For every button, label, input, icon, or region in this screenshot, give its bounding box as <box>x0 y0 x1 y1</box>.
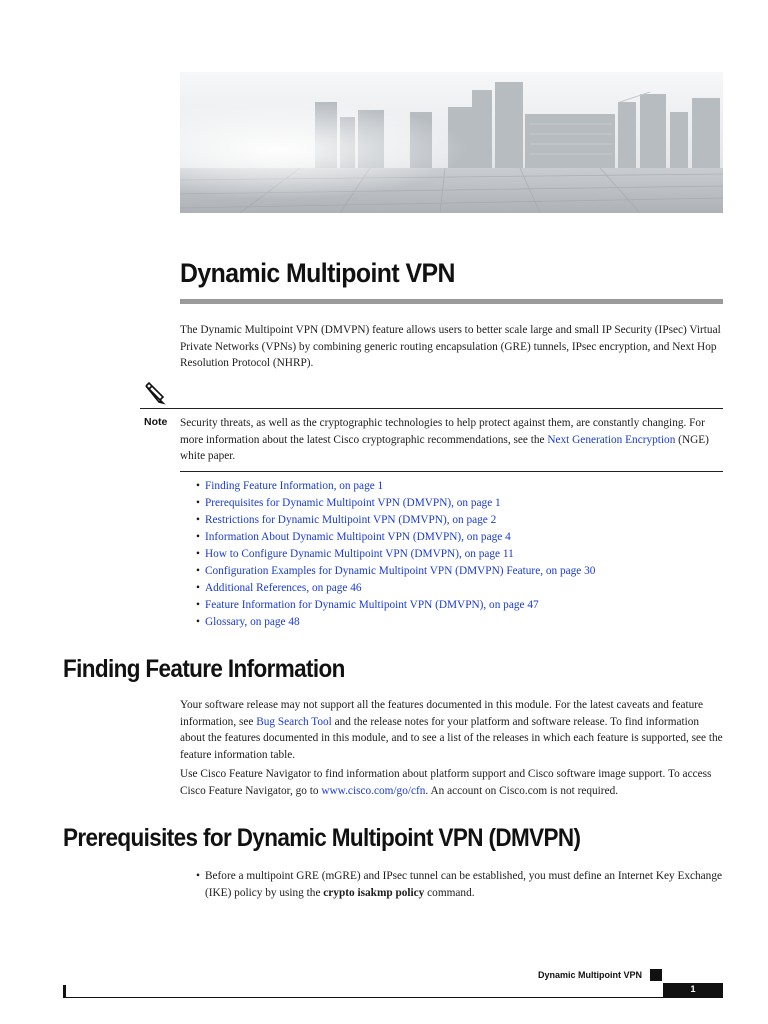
crypto-command: crypto isakmp policy <box>323 886 425 899</box>
toc-item[interactable]: • Information About Dynamic Multipoint VPN (DMVPN), on page 4 <box>196 529 716 546</box>
toc-item[interactable]: • Finding Feature Information, on page 1 <box>196 478 716 495</box>
footer-doc-title: Dynamic Multipoint VPN <box>538 970 643 980</box>
finding-p2-before: Use Cisco Feature Navigator to find information about platform support and Cisco software image support. To access Cisco Feature Navigator, go to <box>180 768 712 797</box>
finding-p1-after: and the release notes for your platform and software release. To find information about the features documented in this module, and to see a list of the releases in which each feature is supported, see the feature information table. <box>180 715 723 761</box>
prerequisites-heading: Prerequisites for Dynamic Multipoint VPN (DMVPN) <box>63 824 581 852</box>
toc-item[interactable]: • Additional References, on page 46 <box>196 580 716 597</box>
prereq-text-before: Before a multipoint GRE (mGRE) and IPsec tunnel can be established, you must define an Internet Key Exchange (IKE) policy by using the <box>205 870 722 899</box>
finding-p2-after: . An account on Cisco.com is not required. <box>425 784 619 797</box>
title-underline <box>180 299 723 304</box>
note-label: Note <box>144 416 168 428</box>
page-number: 1 <box>690 984 696 994</box>
footer-rule <box>63 997 663 998</box>
bug-search-tool-link[interactable]: Bug Search Tool <box>256 715 332 728</box>
finding-p1-before: Your software release may not support all the features documented in this module. For the latest caveats and feature information, see <box>180 699 704 728</box>
note-top-rule <box>140 408 723 409</box>
footer-marker <box>650 969 662 981</box>
cfn-link[interactable]: www.cisco.com/go/cfn <box>321 784 426 797</box>
toc-list <box>196 478 716 631</box>
note-text <box>180 415 725 465</box>
note-bottom-rule <box>180 471 723 472</box>
pencil-note-icon <box>140 380 170 410</box>
note-text-after: (NGE) white paper. <box>180 433 709 462</box>
footer-left-tick <box>63 985 66 998</box>
prerequisite-bullet <box>196 868 735 901</box>
header-banner-image <box>180 72 723 213</box>
toc-item[interactable]: • Glossary, on page 48 <box>196 614 716 631</box>
page-title: Dynamic Multipoint VPN <box>180 258 455 288</box>
toc-item[interactable]: • Feature Information for Dynamic Multipoint VPN (DMVPN), on page 47 <box>196 597 716 614</box>
prereq-text-after: command. <box>424 886 475 899</box>
toc-item[interactable]: • Prerequisites for Dynamic Multipoint VPN (DMVPN), on page 1 <box>196 495 716 512</box>
toc-item[interactable]: • Configuration Examples for Dynamic Multipoint VPN (DMVPN) Feature, on page 30 <box>196 563 716 580</box>
finding-feature-heading: Finding Feature Information <box>63 655 345 683</box>
finding-paragraph-1 <box>180 697 725 763</box>
toc-item[interactable]: • How to Configure Dynamic Multipoint VPN (DMVPN), on page 11 <box>196 546 716 563</box>
toc-item[interactable]: • Restrictions for Dynamic Multipoint VPN (DMVPN), on page 2 <box>196 512 716 529</box>
note-text-before: Security threats, as well as the cryptographic technologies to help protect against them, are constantly changing. For more information about the latest Cisco cryptographic recommendations, see the <box>180 417 705 446</box>
nge-link[interactable]: Next Generation Encryption <box>547 433 676 446</box>
finding-paragraph-2 <box>180 766 725 799</box>
intro-paragraph: The Dynamic Multipoint VPN (DMVPN) feature allows users to better scale large and small IP Security (IPsec) Virtual Private Networks (VPNs) by combining generic routing encapsulation (GRE) tunnels, IPsec encryption, and Next Hop Resolution Protocol (NHRP). <box>180 324 721 369</box>
